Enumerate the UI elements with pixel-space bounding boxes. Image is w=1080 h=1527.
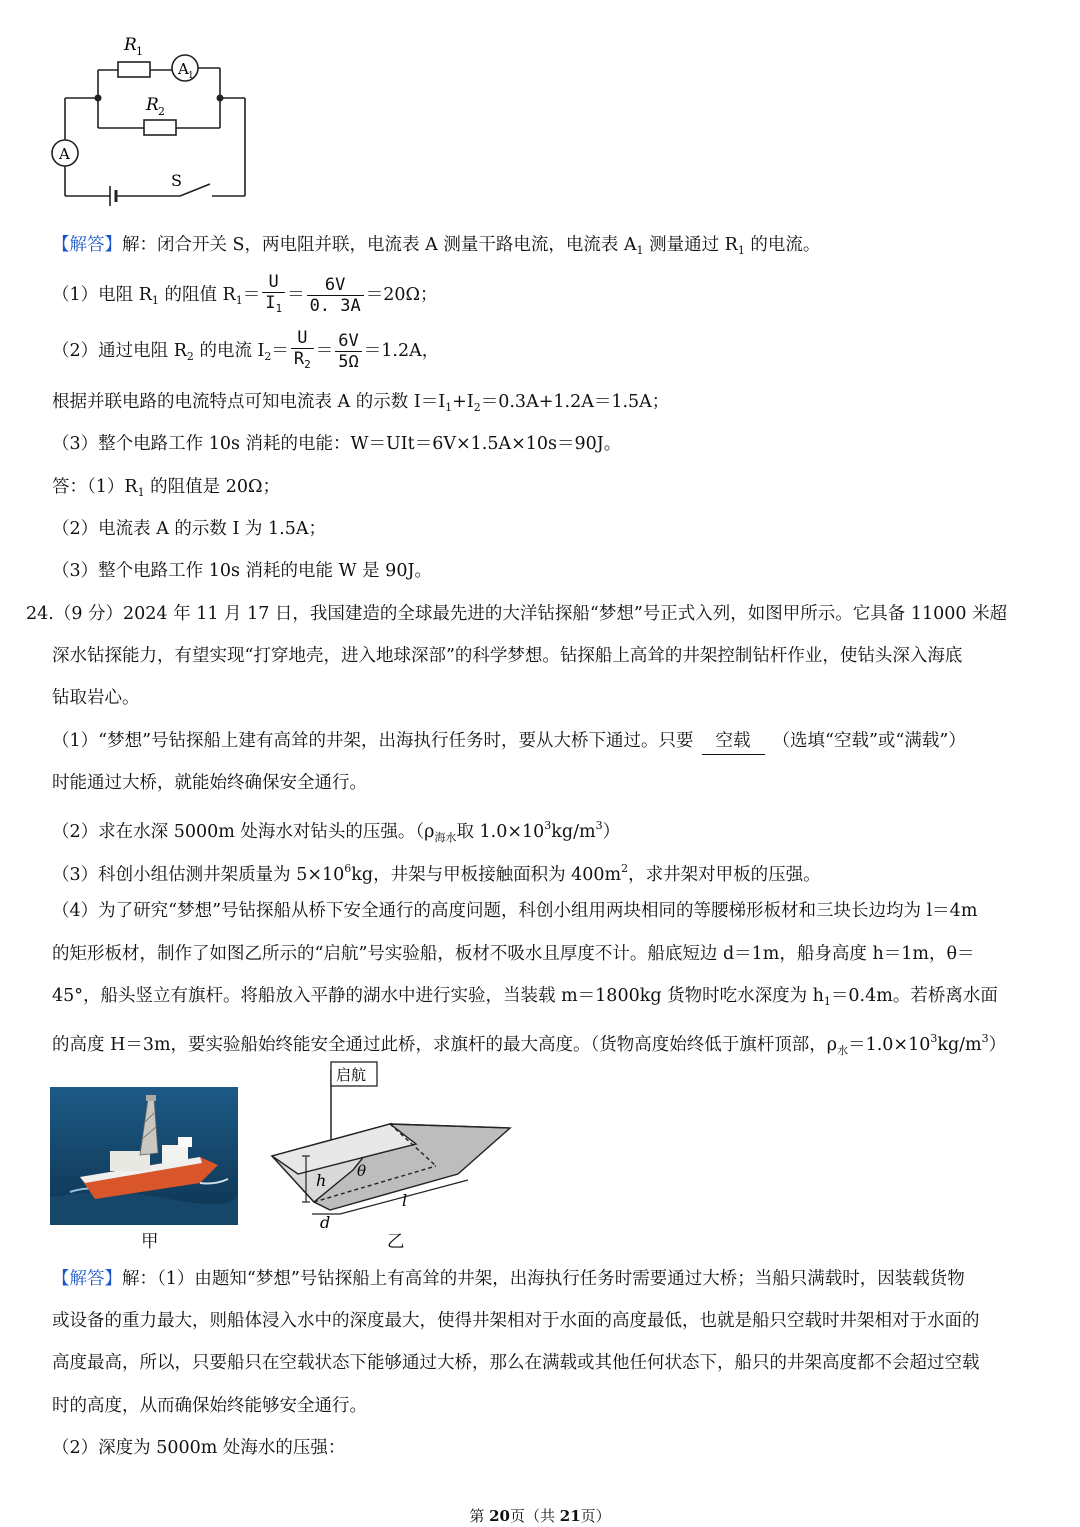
answer1-step1: （1）电阻 $R_1$ 的阻值 $R_1=$ $\frac{U}{I_1}$ ＝ $\frac{6V}{0. 3A}$ ＝20Ω； — [52, 270, 438, 326]
q24-part4-line2: 的矩形板材，制作了如图乙所示的“启航”号实验船，板材不吸水且厚度不计。船底短边 d＝1m，船身高度 h＝1m，θ＝ — [52, 944, 975, 964]
label-theta: θ — [357, 1162, 367, 1180]
r1-label: R — [124, 35, 137, 55]
figure-b-caption: 乙 — [387, 1232, 405, 1252]
answer1-parallel: 根据并联电路的电流特点可知电流表 A 的示数 $I=I_1+I_2=0.3A+1.2A=1.5A$； — [52, 392, 670, 414]
answer2-line4: 时的高度，从而确保始终能够安全通行。 — [52, 1396, 367, 1416]
q24-part4-line1: （4）为了研究“梦想”号钻探船从桥下安全通行的高度问题，科创小组用两块相同的等腰梯形板材和三块长边均为 l＝4m — [52, 901, 978, 921]
page-footer: 第 20页（共 21页） — [469, 1507, 611, 1525]
q24-part4-line4: 的高度 H＝3m，要实验船始终能安全通过此桥，求旗杆的最大高度。（货物高度始终低于旗杆顶部，$\rho_水=1.0\times 10^3kg/m^3$） — [52, 1032, 1007, 1057]
a1-sub: 1 — [188, 71, 194, 81]
fraction: $\frac{U}{I_1}$ — [262, 272, 285, 319]
q24-part1: （1）“梦想”号钻探船上建有高耸的井架，出海执行任务时，要从大桥下通过。只要 空载 （选填“空载”或“满载”） — [52, 728, 966, 755]
answer1-step3: （3）整个电路工作 10s 消耗的电能：W＝UIt＝6V×1.5A×10s＝90J。 — [52, 434, 622, 454]
q24-part4-line3: 45°，船头竖立有旗杆。将船放入平静的湖水中进行实验，当装载 m＝1800kg 货物时吃水深度为 $h_1=0.4m$。若桥离水面 — [52, 986, 998, 1008]
circuit-diagram — [40, 28, 270, 218]
q24-line3: 钻取岩心。 — [52, 688, 140, 708]
answer2-line2: 或设备的重力最大，则船体浸入水中的深度最大，使得井架相对于水面的高度最低，也就是船只空载时井架相对于水面的 — [52, 1311, 980, 1331]
answer2-line5: （2）深度为 5000m 处海水的压强： — [52, 1438, 346, 1458]
r1-sub: 1 — [136, 45, 143, 58]
answer1-step2: （2）通过电阻 $R_2$ 的电流 $I_2=$ $\frac{U}{R_2}$ ＝ $\frac{6V}{5\Omega}$ ＝1.2A， — [52, 326, 439, 382]
answer1-conclusion3: （3）整个电路工作 10s 消耗的电能 W 是 90J。 — [52, 561, 432, 581]
a1-label: A — [178, 60, 189, 78]
answer-tag: 【解答】 — [52, 1269, 122, 1289]
answer-tag: 【解答】 — [52, 235, 122, 255]
answer2-line3: 高度最高，所以，只要船只在空载状态下能够通过大桥，那么在满载或其他任何状态下，船只的井架高度都不会超过空载 — [52, 1353, 980, 1373]
fraction: $\frac{6V}{5\Omega}$ — [335, 331, 361, 372]
answer1-conclusion1: 答：$(1)R_1$ 的阻值是 20Ω； — [52, 477, 280, 499]
page-number: 20 — [489, 1507, 510, 1525]
q24-part2: （2）求在水深 5000m 处海水对钻头的压强。（$\rho_{海水}$取 $1.0\times 10^3kg/m^3$） — [52, 819, 621, 844]
label-d: d — [320, 1213, 331, 1230]
fraction: $\frac{U}{R_2}$ — [291, 328, 314, 375]
r2-sub: 2 — [158, 105, 165, 118]
label-l: l — [402, 1191, 408, 1210]
answer1-intro: 【解答】解：闭合开关 S，两电阻并联，电流表 A 测量干路电流，电流表 $A_1$ 测量通过 $R_1$ 的电流。 — [52, 235, 821, 257]
answer-blank: 空载 — [702, 728, 765, 755]
figure-a-caption: 甲 — [141, 1232, 159, 1252]
flag-text: 启航 — [336, 1066, 367, 1084]
boat-diagram — [268, 1058, 518, 1230]
q24-line2: 深水钻探能力，有望实现“打穿地壳，进入地球深部”的科学梦想。钻探船上高耸的井架控制钻杆作业，使钻头深入海底 — [52, 646, 963, 666]
ship-photo — [50, 1087, 238, 1225]
q24-part1-line2: 时能通过大桥，就能始终确保安全通行。 — [52, 773, 367, 793]
answer2-line1: 【解答】解：（1）由题知“梦想”号钻探船上有高耸的井架，出海执行任务时需要通过大桥；当船只满载时，因装载货物 — [52, 1269, 965, 1289]
ammeter-label: A — [59, 145, 70, 163]
label-h: h — [316, 1171, 327, 1190]
q24-line1: 24.（9 分）2024 年 11 月 17 日，我国建造的全球最先进的大洋钻探船“梦想”号正式入列，如图甲所示。它具备 11000 米超 — [26, 604, 1008, 624]
switch-label: S — [171, 171, 182, 190]
q24-part3: （3）科创小组估测井架质量为 $5\times 10^6kg$，井架与甲板接触面积为 $400m^2$，求井架对甲板的压强。 — [52, 862, 821, 885]
total-pages: 21 — [559, 1507, 581, 1525]
fraction: $\frac{6V}{0. 3A}$ — [307, 275, 364, 316]
r2-label: R — [146, 95, 159, 115]
answer1-conclusion2: （2）电流表 A 的示数 I 为 1.5A； — [52, 519, 326, 539]
